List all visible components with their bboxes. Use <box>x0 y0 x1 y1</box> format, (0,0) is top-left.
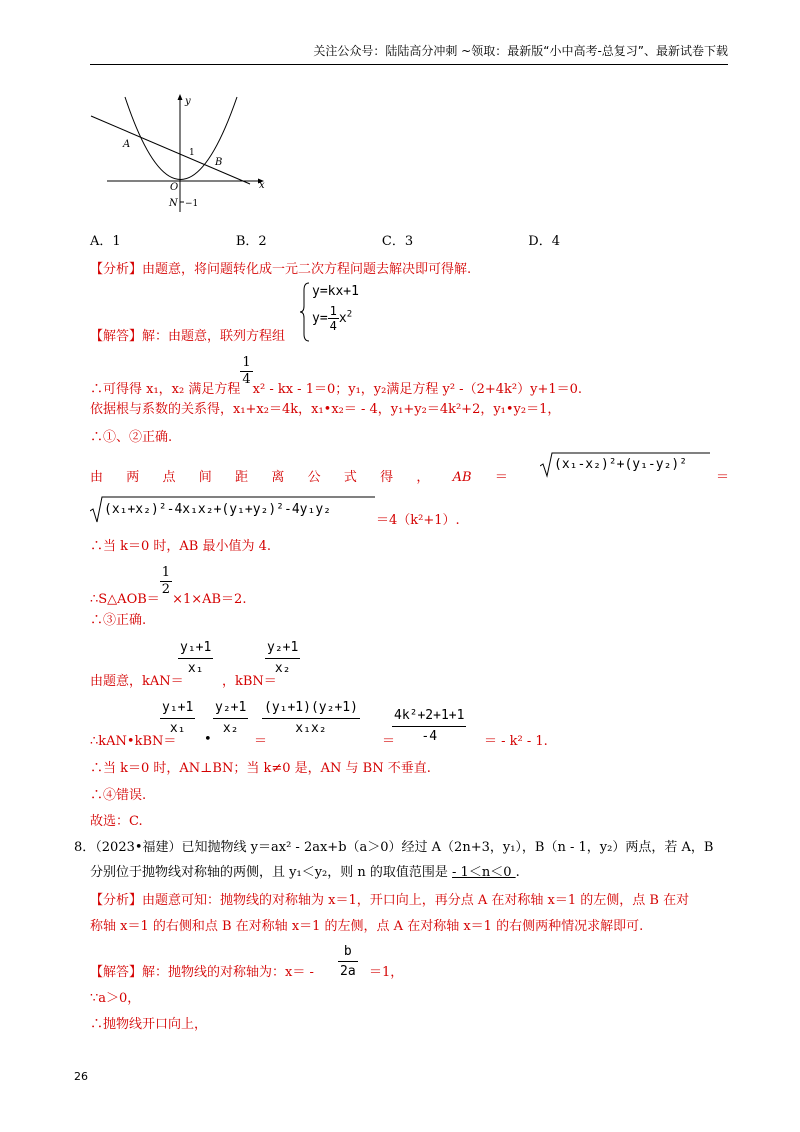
option-c: C．3 <box>381 234 414 249</box>
point-a-label: A <box>123 139 131 150</box>
q7-answer-intro: 【解答】解：由题意，联列方程组 <box>90 329 286 344</box>
q7-line-13: 故选：C. <box>90 814 143 829</box>
q8-answer-3: ∴抛物线开口向上， <box>90 1017 208 1032</box>
q7-line-6: ∴当 k＝0 时，AB 最小值为 4. <box>90 539 272 554</box>
fraction-p2: $\frac{\text{y₂+1}}{\text{x₂}}$ <box>213 698 248 739</box>
q7-line-10-text: ∴kAN•kBN＝ <box>90 734 177 749</box>
q7-line-4-eq: ＝ <box>716 470 730 485</box>
q7-line-8: ∴③正确. <box>90 613 147 628</box>
q8-analysis-1: 【分析】由题意可知：抛物线的对称轴为 x＝1，开口向上，再分点 A 在对称轴 x＝1 的左侧，点 B 在对 <box>90 893 690 908</box>
neg-one-label: −1 <box>185 199 199 209</box>
point-b-label: B <box>215 157 223 168</box>
equation-2: y= $\frac{1}{4}$ $x^2$ <box>312 304 353 333</box>
answer-blank: - 1＜n＜0 <box>452 865 516 880</box>
y-axis-label: y <box>185 96 191 107</box>
fraction-quarter-2: $\frac{1}{4}$ <box>242 355 251 387</box>
q7-line-3: ∴①、②正确. <box>90 430 173 445</box>
origin-label: O <box>170 182 179 193</box>
q7-analysis <box>90 261 471 279</box>
q7-line-12: ∴④错误. <box>90 788 147 803</box>
one-label: 1 <box>189 148 195 158</box>
q8-answer-tag: 【解答】 <box>90 965 143 980</box>
left-brace <box>300 282 310 342</box>
analysis-text: 由题意，将问题转化成一元二次方程问题去解决即可得解. <box>142 262 472 277</box>
q7-line-2: 依据根与系数的关系得，x₁+x₂＝4k，x₁•x₂＝ - 4，y₁+y₂＝4k²+2，y₁•y₂＝1， <box>90 402 561 417</box>
option-a: A．1 <box>90 234 121 249</box>
q7-line-9-text: 由题意，kAN＝ <box>90 674 184 689</box>
fraction-quarter: $\frac{1}{4}$ <box>329 304 337 333</box>
answer-options <box>90 233 560 251</box>
fraction-k-bn: $\frac{\text{y₂+1}}{\text{x₂}}$ <box>265 638 300 679</box>
q8-analysis-2: 称轴 x＝1 的右侧和点 B 在对称轴 x＝1 的左侧，点 A 在对称轴 x＝1 的右侧两种情况求解即可. <box>90 919 644 934</box>
q7-line-7: ∴S△AOB＝ $\frac{1}{2}$ ×1×AB＝2. <box>90 565 247 607</box>
q8-line-1: 8．（2023•福建）已知抛物线 y＝ax² - 2ax+b（a＞0）经过 A（2n+3，y₁），B（n - 1，y₂）两点，若 A，B <box>74 840 714 855</box>
fraction-p1: $\frac{\text{y₁+1}}{\text{x₁}}$ <box>160 698 195 739</box>
q8-analysis-tag: 【分析】 <box>90 893 143 908</box>
option-b: B．2 <box>235 234 267 249</box>
fraction-k-an: $\frac{\text{y₁+1}}{\text{x₁}}$ <box>178 638 213 679</box>
page-header <box>90 42 728 65</box>
fraction-b-over-2a: $\frac{b}{2a}$ <box>340 944 356 979</box>
equals-2: ＝ <box>382 734 396 749</box>
dot-operator: • <box>204 732 212 747</box>
q7-line-10-tail: ＝ - k² - 1. <box>484 734 548 749</box>
fraction-half: $\frac{1}{2}$ <box>161 565 171 597</box>
q8-answer-1: 【解答】解：抛物线的对称轴为：x＝ - <box>90 965 314 980</box>
q8-answer-2: ∵a＞0， <box>90 991 141 1006</box>
point-n-label: N <box>169 198 178 209</box>
q7-line-5-tail: ＝4（k²+1）. <box>376 513 460 528</box>
parabola-line-graph <box>85 92 270 217</box>
header-text: 关注公众号：陆陆高分冲刺 ~领取：最新版“小中高考-总复习”、最新试卷下载 <box>313 44 728 58</box>
fraction-p4: $\frac{\text{4k²+2+1+1}}{-4}$ <box>392 706 466 747</box>
q7-line-4-spread: 由 两 点 间 距 离 公 式 得 ， AB ＝ <box>90 470 508 485</box>
answer-tag: 【解答】 <box>90 329 143 344</box>
equals-1: ＝ <box>254 734 268 749</box>
y-axis-arrow <box>178 94 183 100</box>
x-axis-label: x <box>259 180 265 191</box>
q7-line-9-mid: ，kBN＝ <box>222 674 277 689</box>
page-number: 26 <box>74 1070 88 1083</box>
equation-1: y=kx+1 <box>312 284 359 299</box>
q7-line-11: ∴当 k＝0 时，AN⊥BN；当 k≠0 是，AN 与 BN 不垂直. <box>90 761 431 776</box>
analysis-tag: 【分析】 <box>90 262 143 277</box>
option-d: D．4 <box>528 234 560 249</box>
fraction-p3: $\frac{\text{(y₁+1)(y₂+1)}}{\text{x₁x₂}}$ <box>262 698 360 739</box>
q8-line-2: 分别位于抛物线对称轴的两侧，且 y₁＜y₂，则 n 的取值范围是 - 1＜n＜0 . <box>90 865 520 880</box>
q8-answer-1-tail: ＝1， <box>369 965 404 980</box>
q7-line-1: ∴可得得 x₁，x₂ 满足方程 $\frac{1}{4}$ x² - kx - 1＝0；y₁，y₂满足方程 y² -（2+4k²）y+1＝0. <box>90 355 583 397</box>
